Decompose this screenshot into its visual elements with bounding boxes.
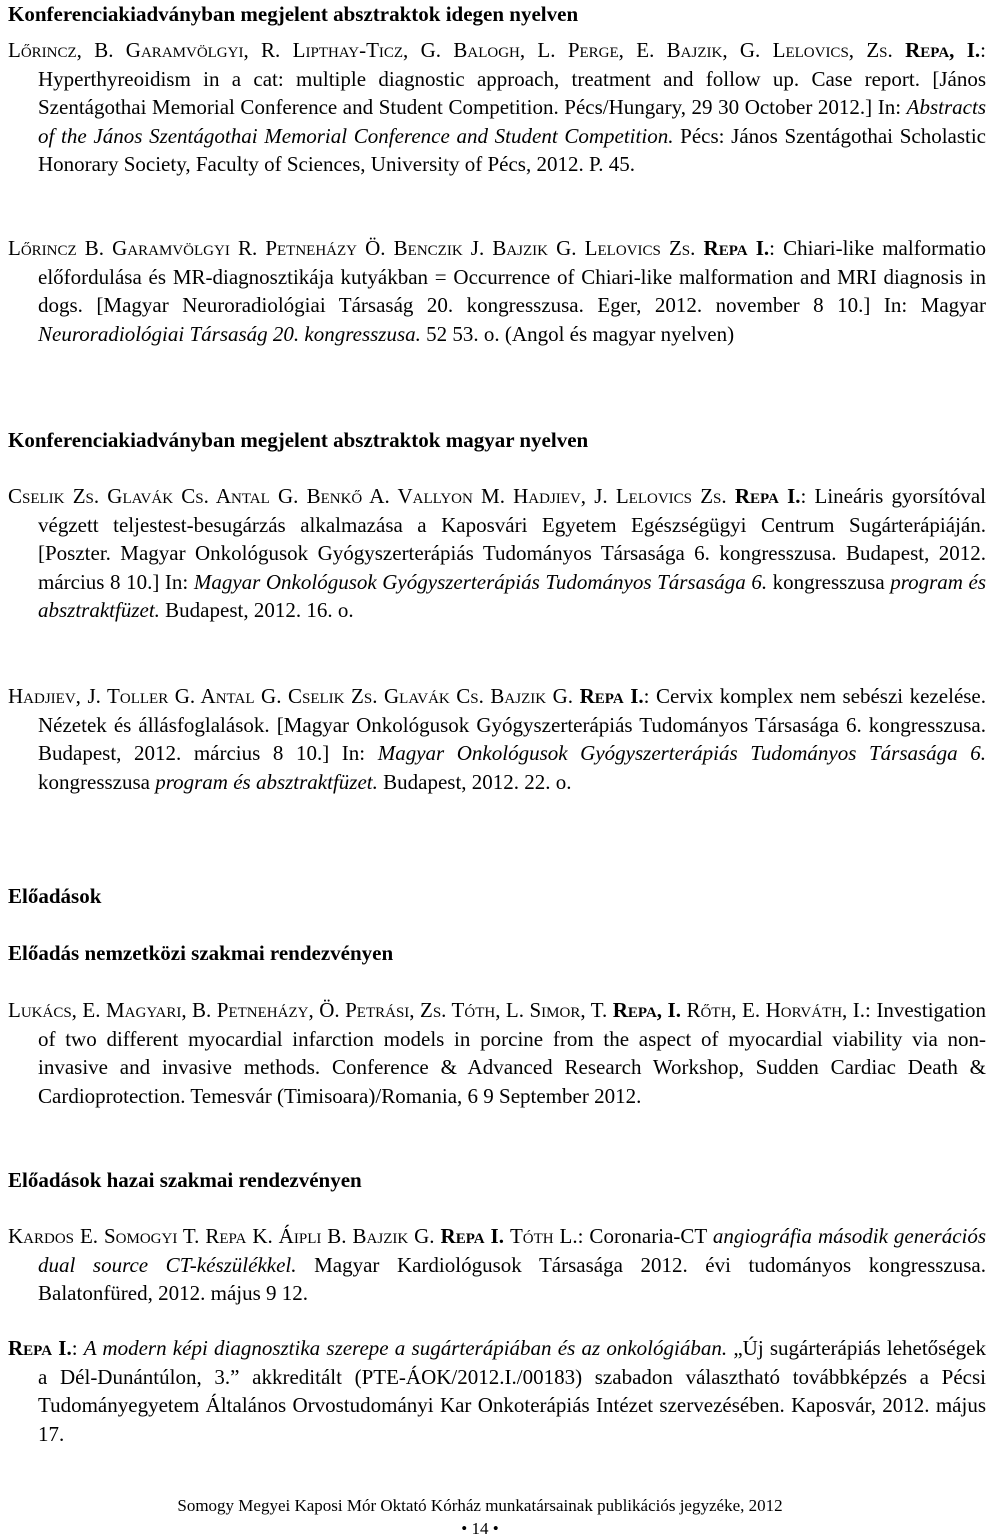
entry-title: : Hyperthyreoidism in a cat: multiple diagnostic approach, treatment and follow up. Case report. [János Szentágothai Memorial Conference and Student Competition. Pécs/Hungary, 29 30 October 2012.] In: <box>38 38 986 119</box>
publication-entry-2 <box>8 234 986 348</box>
entry-source: Magyar Onkológusok Gyógyszerterápiás Tudományos Társasága 6. <box>377 741 986 765</box>
publication-entry-3 <box>8 482 986 625</box>
entry-authors: Lőrincz, B. Garamvölgyi, R. Lipthay-Ticz, G. Balogh, L. Perge, E. Bajzik, G. Lelovics, Zs. <box>8 38 893 62</box>
section-heading-lectures: Előadások <box>8 884 102 908</box>
entry-highlighted-author: Repa I. <box>440 1224 504 1248</box>
entry-authors: Hadjiev, J. Toller G. Antal G. Cselik Zs. Glavák Cs. Bajzik G. <box>8 684 574 708</box>
entry-highlighted-author: Repa, I. <box>612 998 681 1022</box>
entry-source: angiográfia második generációs dual source CT-készülékkel. <box>38 1224 986 1277</box>
publication-entry-5 <box>8 996 986 1110</box>
entry-details: Pécs: János Szentágothai Scholastic Honorary Society, Faculty of Sciences, University of Pécs, 2012. P. 45. <box>38 123 986 176</box>
entry-details: Magyar Kardiológusok Társasága 2012. évi tudományos kongresszusa. Balatonfüred, 2012. május 9 12. <box>38 1252 986 1305</box>
entry-authors: Kardos E. Somogyi T. Repa K. Áipli B. Bajzik G. <box>8 1224 435 1248</box>
entry-source-mid: kongresszusa <box>767 569 891 594</box>
entry-authors: Lőrincz B. Garamvölgyi R. Petneházy Ö. Benczik J. Bajzik G. Lelovics Zs. <box>8 236 696 260</box>
entry-details: Budapest, 2012. 22. o. <box>377 769 572 794</box>
entry-highlighted-author: Repa I. <box>703 236 770 260</box>
entry-authors-2: Tóth L. <box>509 1224 578 1248</box>
page-number: • 14 • <box>461 1519 499 1538</box>
entry-title: : Coronaria-CT <box>577 1224 713 1248</box>
entry-title: : Lineáris gyorsítóval végzett teljestest-besugárzás alkalmazása a Kaposvári Egyetem Egészségügyi Centrum Sugárterápiáján. [Poszter. Magyar Onkológusok Gyógyszerterápiás Tudományos Társasága 6. kongresszusa. Budapest, 2012. március 8 10.] In: <box>38 484 986 594</box>
section-heading-domestic-lectures: Előadások hazai szakmai rendezvényen <box>8 1168 362 1192</box>
entry-source-2: program és absztraktfüzet. <box>155 769 378 794</box>
publication-entry-7 <box>8 1334 986 1448</box>
entry-source: A modern képi diagnosztika szerepe a sugárterápiában és az onkológiában. <box>83 1336 728 1360</box>
section-heading-international-lectures: Előadás nemzetközi szakmai rendezvényen <box>8 941 394 965</box>
entry-source-2: program és absztraktfüzet. <box>38 569 986 622</box>
entry-details: 52 53. o. (Angol és magyar nyelven) <box>420 321 735 346</box>
page-footer: Somogy Megyei Kaposi Mór Oktató Kórház munkatársainak publikációs jegyzéke, 2012 <box>177 1496 783 1515</box>
entry-highlighted-author: Repa, I. <box>905 38 981 62</box>
publication-entry-1 <box>8 36 986 179</box>
entry-details: Budapest, 2012. 16. o. <box>159 598 354 622</box>
entry-source: Abstracts of the János Szentágothai Memorial Conference and Student Competition. <box>38 95 986 148</box>
section-heading-foreign-abstracts: Konferenciakiadványban megjelent absztraktok idegen nyelven <box>8 2 579 26</box>
entry-authors: Lukács, E. Magyari, B. Petneházy, Ö. Petrási, Zs. Tóth, L. Simor, T. <box>8 998 608 1022</box>
entry-highlighted-author: Repa I. <box>8 1336 72 1360</box>
publication-entry-6 <box>8 1222 986 1308</box>
entry-highlighted-author: Repa I. <box>734 484 801 508</box>
entry-details: „Új sugárterápiás lehetőségek a Dél-Dunántúlon, 3.” akkreditált (PTE-ÁOK/2012.I./00183) szabadon választható továbbképzés a Pécsi Tudományegyetem Általános Orvostudományi Kar Onkoterápiás Intézet szervezésében. Kaposvár, 2012. május 17. <box>38 1336 986 1446</box>
entry-source: Neuroradiológiai Társaság 20. kongresszusa. <box>38 321 421 346</box>
entry-source-mid: kongresszusa <box>38 769 156 794</box>
entry-title: : Investigation of two different myocardial infarction models in porcine from the aspect of myocardial viability via non-invasive and invasive methods. Conference & Advanced Research Workshop, Sudden Cardiac Death & Cardioprotection. Temesvár (Timisoara)/Romania, 6 9 September 2012. <box>38 998 986 1108</box>
section-heading-hungarian-abstracts: Konferenciakiadványban megjelent absztraktok magyar nyelven <box>8 428 589 452</box>
entry-authors-2: Rőth, E. Horváth, I. <box>686 998 866 1022</box>
entry-authors: Cselik Zs. Glavák Cs. Antal G. Benkő A. Vallyon M. Hadjiev, J. Lelovics Zs. <box>8 484 727 508</box>
entry-source: Magyar Onkológusok Gyógyszerterápiás Tudományos Társasága 6. <box>193 569 768 594</box>
publication-entry-4 <box>8 682 986 796</box>
page-number-value: 14 <box>471 1519 489 1538</box>
entry-title: : Chiari-like malformatio előfordulása és MR-diagnosztikája kutyákban = Occurrence of Chiari-like malformation and MRI diagnosis in dogs. [Magyar Neuroradiológiai Társaság 20. kongresszusa. Eger, 2012. november 8 10.] In: Magyar <box>38 236 986 317</box>
entry-title: : Cervix komplex nem sebészi kezelése. Nézetek és állásfoglalások. [Magyar Onkológusok Gyógyszerterápiás Tudományos Társasága 6. kongresszusa. Budapest, 2012. március 8 10.] In: <box>38 684 986 765</box>
entry-highlighted-author: Repa I. <box>579 684 644 708</box>
entry-colon: : <box>71 1336 84 1360</box>
